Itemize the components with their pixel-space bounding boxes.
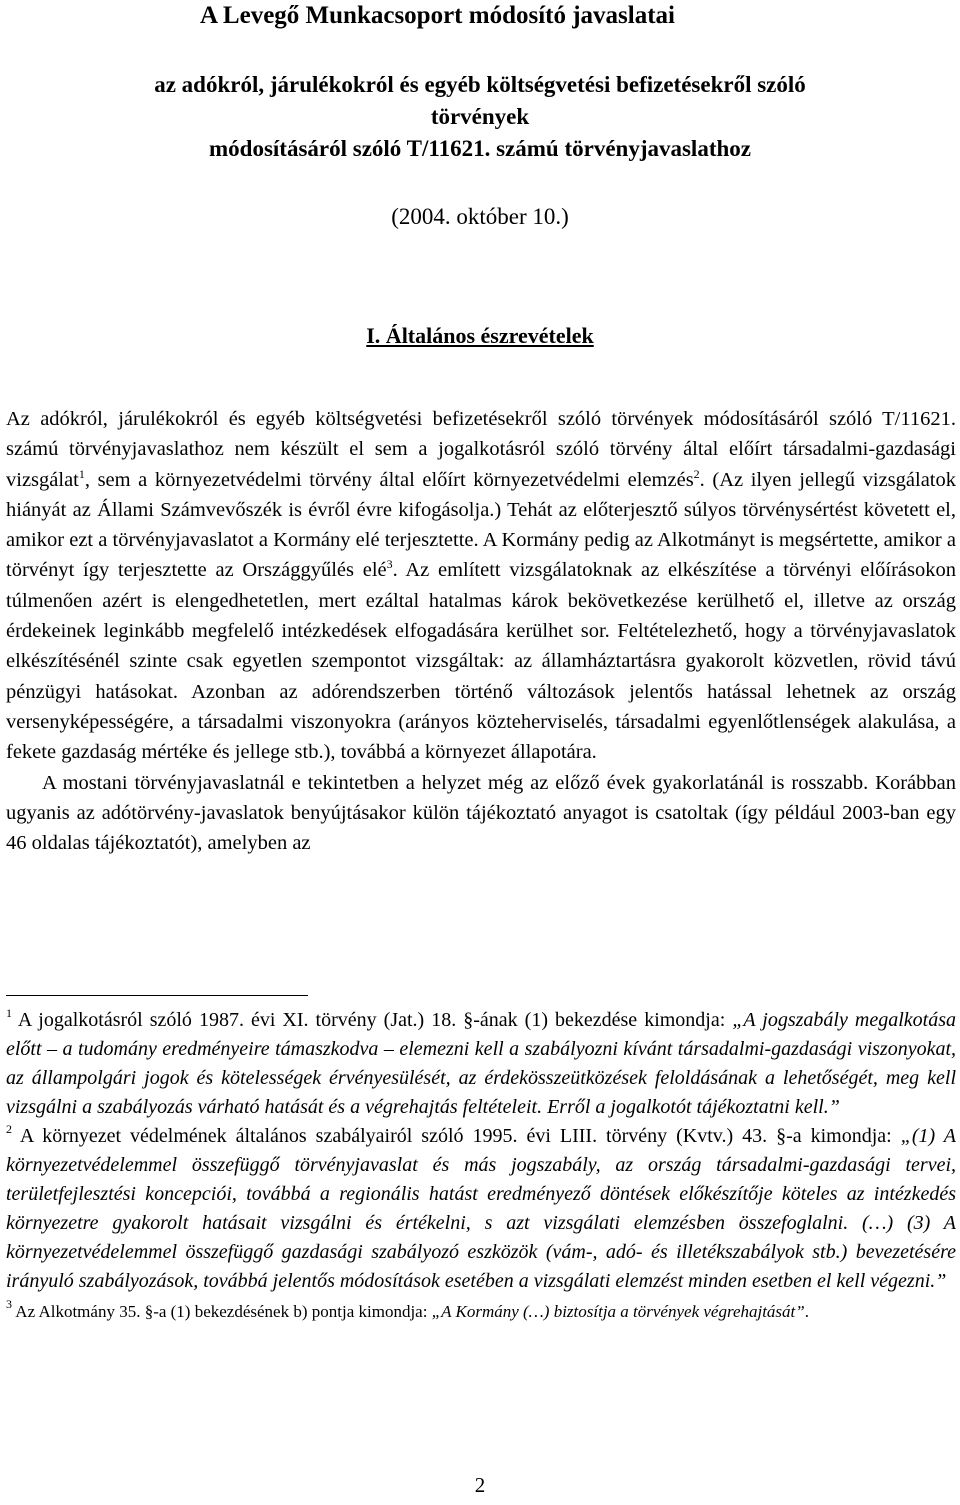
paragraph-1 (6, 404, 956, 768)
footnote-2-quote: „(1) A környezetvédelemmel összefüggő törvényjavaslat és más jogszabály, az ország társadalmi-gazdasági tervei, területfejlesztési koncepciói, továbbá a regionális hatást eredményező döntések előkészítője köteles az intézkedés környezetre gyakorolt hatásait vizsgálni és értékelni, s azt vizsgálati elemzésben összefoglalni. (…) (3) A környezetvédelemmel összefüggő gazdasági szabályozó eszközök (vám-, adó- és illetékszabályok stb.) bevezetésére irányuló szabályozások, továbbá jelentős módosítások esetében a vizsgálati elemzést minden esetben el kell végezni.” (6, 1125, 956, 1292)
footnote-3-number: 3 (6, 1297, 12, 1311)
body-text (6, 404, 956, 858)
footnote-2-text: A környezet védelmének általános szabályairól szóló 1995. évi LIII. törvény (Kvtv.) 43. §-a kimondja: (12, 1125, 901, 1147)
footnote-ref-2[interactable]: 2 (693, 466, 700, 481)
section-heading-text: I. Általános észrevételek (366, 323, 594, 348)
footnote-1-text: A jogalkotásról szóló 1987. évi XI. törvény (Jat.) 18. §-ának (1) bekezdése kimondja: (12, 1009, 733, 1031)
document-date: (2004. október 10.) (391, 204, 569, 229)
footnote-1-quote: „A jogszabály megalkotása előtt – a tudomány eredményeire támaszkodva – elemezni kell a szabályozni kívánt társadalmi-gazdasági viszonyokat, az állampolgári jogok és kötelességek érvényesülését, az érdekösszeütközések feloldásának a lehetőségét, meg kell vizsgálni a szabályozás várható hatását és a végrehajtás feltételeit. Erről a jogalkotót tájékoztatni kell.” (6, 1009, 956, 1118)
footnote-separator (6, 995, 308, 996)
footnote-1 (6, 1006, 956, 1122)
subtitle-line-2: törvények (430, 104, 530, 129)
document-subtitle (0, 69, 960, 165)
page-number: 2 (474, 1473, 486, 1497)
footnote-3-text: Az Alkotmány 35. §-a (1) bekezdésének b) pontja kimondja: (12, 1302, 432, 1321)
paragraph-2: A mostani törvényjavaslatnál e tekintetben a helyzet még az előző évek gyakorlatánál is rosszabb. Korábban ugyanis az adótörvény-javaslatok benyújtásakor külön tájékoztató anyagot is csatoltak (így például 2003-ban egy 46 oldalas tájékoztatót), amelyben az (6, 771, 956, 855)
footnote-1-number: 1 (6, 1006, 12, 1020)
footnote-3 (6, 1299, 956, 1324)
subtitle-line-3: módosításáról szóló T/11621. számú törvényjavaslathoz (209, 136, 751, 161)
footnotes (6, 1006, 956, 1324)
footnote-3-quote: „A Kormány (…) biztosítja a törvények végrehajtását” (431, 1302, 805, 1321)
paragraph-1-part-a: Az adókról, járulékokról és egyéb költségvetési befizetésekről szóló törvények módosításáról szóló T/11621. számú törvényjavaslathoz nem készült el sem a jogalkotásról szóló törvény által előírt társadalmi-gazdasági vizsgálat (6, 408, 956, 491)
subtitle-line-1: az adókról, járulékokról és egyéb költségvetési befizetésekről szóló (154, 72, 806, 97)
paragraph-1-part-d: . Az említett vizsgálatoknak az elkészítése a törvényi előírásokon túlmenően azért is elengedhetetlen, mert ezáltal hatalmas károk bekövetkezése kerülhető el, illetve az ország érdekeinek leginkább megfelelő intézkedések elfogadására kerülhet sor. Feltételezhető, hogy a törvényjavaslatok elkészítésénél szinte csak egyetlen szempontot vizsgáltak: az államháztartásra gyakorolt közvetlen, rövid távú pénzügyi hatásokat. Azonban az adórendszerben történő változások jelentős hatással lehetnek az ország versenyképességére, a társadalmi viszonyokra (arányos közteherviselés, társadalmi egyenlőtlenségek alakulása, a fekete gazdaság mértéke és jellege stb.), továbbá a környezet állapotára. (6, 559, 956, 764)
footnote-2-number: 2 (6, 1122, 12, 1136)
footnote-ref-1[interactable]: 1 (78, 466, 85, 481)
paragraph-1-part-b: , sem a környezetvédelmi törvény által előírt környezetvédelmi elemzés (84, 468, 694, 491)
footnote-2 (6, 1122, 956, 1296)
section-heading (0, 320, 960, 352)
footnote-3-end: . (804, 1302, 809, 1321)
paragraph-1-part-c: . (Az ilyen jellegű vizsgálatok hiányát az Állami Számvevőszék is évről évre kifogásolja.) Tehát az előterjesztő súlyos törvénysértést követett el, amikor ezt a törvényjavaslatot a Kormány elé terjesztette. A Kormány pedig az Alkotmányt is megsértette, amikor a törvényt így terjesztette az Országgyűlés elé (6, 468, 956, 582)
document-title: A Levegő Munkacsoport módosító javaslatai (200, 2, 675, 29)
footnote-ref-3[interactable]: 3 (386, 557, 393, 572)
